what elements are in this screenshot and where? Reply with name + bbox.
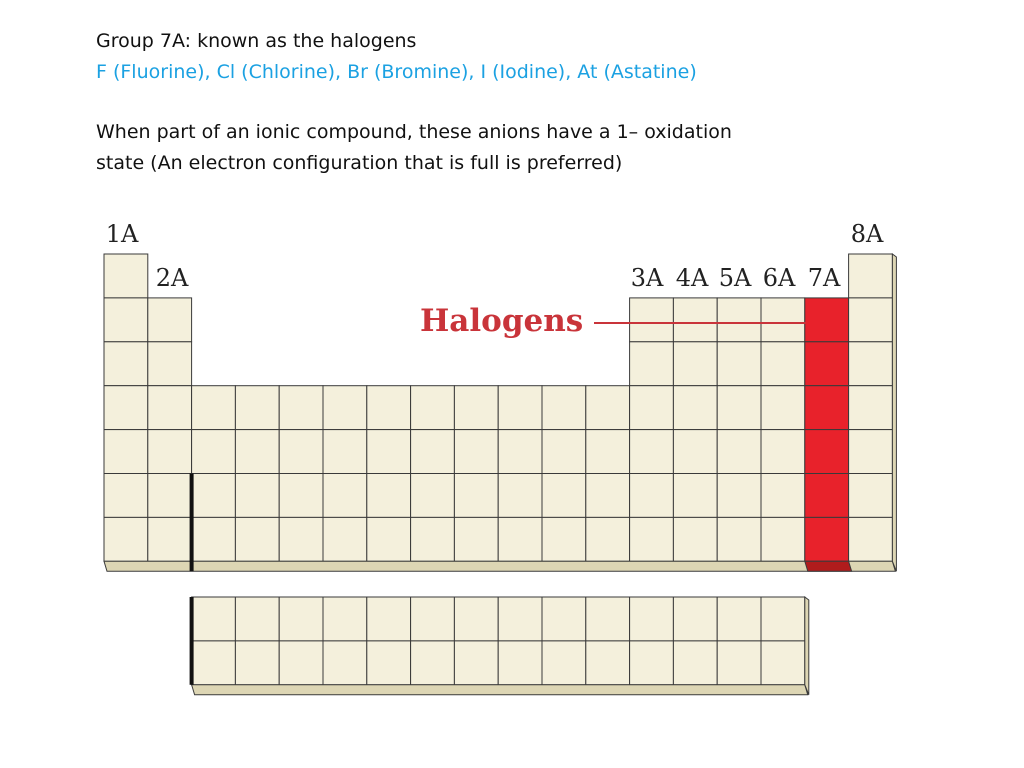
element-cell bbox=[673, 298, 717, 342]
element-cell bbox=[542, 386, 586, 430]
element-cell bbox=[542, 517, 586, 561]
element-cell bbox=[148, 517, 192, 561]
title-line: Group 7A: known as the halogens bbox=[96, 30, 417, 52]
element-cell bbox=[849, 254, 893, 298]
element-cell bbox=[761, 386, 805, 430]
f-block-side-edge bbox=[805, 597, 809, 695]
halogen-cell bbox=[805, 342, 849, 386]
element-cell bbox=[717, 342, 761, 386]
element-cell bbox=[454, 474, 498, 518]
f-block-cell bbox=[279, 597, 323, 641]
f-block-cell bbox=[235, 597, 279, 641]
group-label-3a: 3A bbox=[630, 264, 664, 292]
element-cell bbox=[148, 386, 192, 430]
element-cell bbox=[498, 517, 542, 561]
element-cell bbox=[630, 342, 674, 386]
description-line-1: When part of an ionic compound, these anions have a 1– oxidation bbox=[96, 121, 732, 143]
halogen-base-edge bbox=[805, 561, 852, 571]
element-cell bbox=[542, 474, 586, 518]
element-cell bbox=[323, 474, 367, 518]
element-cell bbox=[104, 474, 148, 518]
element-cell bbox=[717, 430, 761, 474]
group-label-6a: 6A bbox=[762, 264, 796, 292]
element-cell bbox=[323, 517, 367, 561]
halogen-cell bbox=[805, 474, 849, 518]
halogen-cell bbox=[805, 517, 849, 561]
element-cell bbox=[849, 430, 893, 474]
element-cell bbox=[104, 342, 148, 386]
f-block-cell bbox=[367, 597, 411, 641]
element-cell bbox=[586, 430, 630, 474]
element-cell bbox=[323, 430, 367, 474]
element-cell bbox=[411, 386, 455, 430]
element-cell bbox=[148, 474, 192, 518]
f-block-base-edge bbox=[192, 685, 808, 695]
f-block-cell bbox=[454, 641, 498, 685]
f-block-cell bbox=[717, 641, 761, 685]
description-line-2: state (An electron configuration that is full is preferred) bbox=[96, 152, 623, 174]
element-cell bbox=[630, 474, 674, 518]
element-cell bbox=[849, 298, 893, 342]
element-cell bbox=[235, 474, 279, 518]
f-block-cell bbox=[761, 597, 805, 641]
f-block-cell bbox=[717, 597, 761, 641]
halogen-cell bbox=[805, 430, 849, 474]
group-label-8a: 8A bbox=[850, 220, 884, 248]
element-cell bbox=[411, 517, 455, 561]
element-cell bbox=[673, 474, 717, 518]
table-side-edge bbox=[892, 254, 896, 571]
element-cell bbox=[717, 517, 761, 561]
element-cell bbox=[104, 298, 148, 342]
element-cell bbox=[411, 430, 455, 474]
f-block-cell bbox=[498, 641, 542, 685]
element-cell bbox=[148, 430, 192, 474]
element-cell bbox=[279, 474, 323, 518]
element-cell bbox=[498, 430, 542, 474]
element-cell bbox=[673, 342, 717, 386]
f-block-cell bbox=[192, 597, 236, 641]
element-cell bbox=[673, 517, 717, 561]
element-cell bbox=[411, 474, 455, 518]
element-cell bbox=[717, 298, 761, 342]
element-cell bbox=[849, 517, 893, 561]
table-base-edge bbox=[104, 561, 895, 571]
f-block-cell bbox=[630, 641, 674, 685]
element-cell bbox=[454, 517, 498, 561]
element-cell bbox=[761, 474, 805, 518]
group-label-5a: 5A bbox=[718, 264, 752, 292]
element-cell bbox=[761, 342, 805, 386]
f-block-left-bar bbox=[190, 597, 194, 685]
f-block-cell bbox=[323, 597, 367, 641]
element-cell bbox=[367, 430, 411, 474]
f-block-cell bbox=[367, 641, 411, 685]
f-block-cell bbox=[542, 641, 586, 685]
element-cell bbox=[235, 430, 279, 474]
element-cell bbox=[279, 430, 323, 474]
f-block-cell bbox=[586, 641, 630, 685]
element-cell bbox=[673, 430, 717, 474]
element-cell bbox=[192, 386, 236, 430]
element-cell bbox=[279, 386, 323, 430]
f-block-cell bbox=[498, 597, 542, 641]
element-cell bbox=[235, 517, 279, 561]
f-block-cell bbox=[411, 597, 455, 641]
group-labels bbox=[106, 220, 884, 292]
element-cell bbox=[279, 517, 323, 561]
element-cell bbox=[630, 517, 674, 561]
element-cell bbox=[498, 474, 542, 518]
element-cell bbox=[761, 430, 805, 474]
element-cell bbox=[849, 342, 893, 386]
element-cell bbox=[586, 517, 630, 561]
element-cell bbox=[104, 430, 148, 474]
element-cell bbox=[104, 386, 148, 430]
element-cell bbox=[104, 254, 148, 298]
f-block-cell bbox=[192, 641, 236, 685]
element-cell bbox=[761, 517, 805, 561]
f-block-cell bbox=[235, 641, 279, 685]
element-cell bbox=[323, 386, 367, 430]
f-block-cell bbox=[323, 641, 367, 685]
element-cell bbox=[454, 386, 498, 430]
element-cell bbox=[586, 474, 630, 518]
f-block-cell bbox=[761, 641, 805, 685]
element-cell bbox=[586, 386, 630, 430]
element-cell bbox=[192, 474, 236, 518]
element-cell bbox=[630, 386, 674, 430]
f-block-cell bbox=[630, 597, 674, 641]
element-cell bbox=[630, 430, 674, 474]
element-cell bbox=[148, 298, 192, 342]
element-cell bbox=[148, 342, 192, 386]
element-cell bbox=[717, 474, 761, 518]
element-cell bbox=[673, 386, 717, 430]
element-cell bbox=[498, 386, 542, 430]
element-cell bbox=[454, 430, 498, 474]
element-cell bbox=[367, 386, 411, 430]
element-cell bbox=[367, 474, 411, 518]
f-block-cell bbox=[542, 597, 586, 641]
series-separator bbox=[190, 474, 194, 572]
halogen-cell bbox=[805, 386, 849, 430]
group-label-4a: 4A bbox=[675, 264, 709, 292]
halogen-elements-line: F (Fluorine), Cl (Chlorine), Br (Bromine), I (Iodine), At (Astatine) bbox=[96, 61, 697, 83]
f-block-cell bbox=[411, 641, 455, 685]
element-cell bbox=[192, 430, 236, 474]
f-block-cell bbox=[586, 597, 630, 641]
element-cell bbox=[761, 298, 805, 342]
element-cell bbox=[849, 386, 893, 430]
halogens-callout-label: Halogens bbox=[420, 303, 584, 339]
element-cell bbox=[192, 517, 236, 561]
element-cell bbox=[367, 517, 411, 561]
element-cell bbox=[630, 298, 674, 342]
halogen-cell bbox=[805, 298, 849, 342]
element-cell bbox=[235, 386, 279, 430]
group-label-1a: 1A bbox=[105, 220, 139, 248]
f-block-cell bbox=[279, 641, 323, 685]
group-label-7a: 7A bbox=[807, 264, 841, 292]
group-label-2a: 2A bbox=[155, 264, 189, 292]
f-block-cell bbox=[454, 597, 498, 641]
f-block-cell bbox=[673, 641, 717, 685]
element-cell bbox=[104, 517, 148, 561]
element-cell bbox=[542, 430, 586, 474]
element-cell bbox=[717, 386, 761, 430]
f-block-cell bbox=[673, 597, 717, 641]
element-cell bbox=[849, 474, 893, 518]
